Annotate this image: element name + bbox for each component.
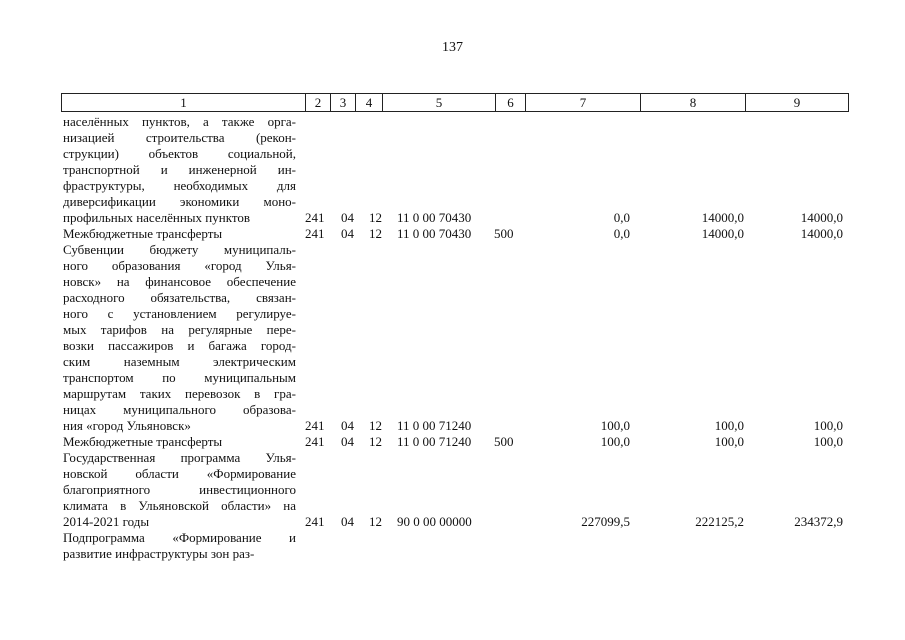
description-line: возки пассажиров и багажа город- bbox=[63, 338, 296, 353]
cell-c5: 11 0 00 70430 bbox=[397, 226, 472, 241]
cell-c5: 11 0 00 71240 bbox=[397, 418, 472, 433]
cell-c9: 14000,0 bbox=[800, 210, 843, 225]
cell-c8: 222125,2 bbox=[695, 514, 744, 529]
cell-c4: 12 bbox=[369, 210, 382, 225]
cell-c4: 12 bbox=[369, 434, 382, 449]
cell-c2: 241 bbox=[305, 418, 325, 433]
description-line: благоприятного инвестиционного bbox=[63, 482, 296, 497]
header-col-3: 3 bbox=[330, 94, 355, 111]
table-row bbox=[0, 210, 905, 226]
description-line: Подпрограмма «Формирование и bbox=[63, 530, 296, 545]
description-line: развитие инфраструктуры зон раз- bbox=[63, 546, 255, 561]
description-line: маршрутам таких перевозок в гра- bbox=[63, 386, 296, 401]
cell-c9: 100,0 bbox=[813, 418, 843, 433]
cell-c8: 100,0 bbox=[714, 434, 744, 449]
table-row bbox=[0, 546, 905, 562]
header-col-4: 4 bbox=[355, 94, 382, 111]
cell-c9: 14000,0 bbox=[800, 226, 843, 241]
page-number: 137 bbox=[442, 40, 463, 55]
header-col-8: 8 bbox=[640, 94, 745, 111]
row-description bbox=[63, 242, 296, 434]
description-line: низацией строительства (рекон- bbox=[63, 130, 296, 145]
cell-c3: 04 bbox=[341, 434, 354, 449]
description-line: населённых пунктов, а также орга- bbox=[63, 114, 296, 129]
cell-c2: 241 bbox=[305, 514, 325, 529]
table-row bbox=[0, 226, 905, 242]
cell-c9: 100,0 bbox=[813, 434, 843, 449]
cell-c3: 04 bbox=[341, 210, 354, 225]
cell-c8: 100,0 bbox=[714, 418, 744, 433]
description-line: ния «город Ульяновск» bbox=[63, 418, 191, 433]
header-col-2: 2 bbox=[305, 94, 330, 111]
description-line: диверсификации экономики моно- bbox=[63, 194, 296, 209]
cell-c3: 04 bbox=[341, 226, 354, 241]
description-line: фраструктуры, необходимых для bbox=[63, 178, 296, 193]
cell-c8: 14000,0 bbox=[701, 226, 744, 241]
header-col-5: 5 bbox=[382, 94, 495, 111]
header-col-1: 1 bbox=[180, 95, 187, 110]
cell-c5: 90 0 00 00000 bbox=[397, 514, 472, 529]
description-line: струкции) объектов социальной, bbox=[63, 146, 296, 161]
description-line: мых тарифов на регулярные пере- bbox=[63, 322, 296, 337]
cell-c2: 241 bbox=[305, 210, 325, 225]
cell-c7: 100,0 bbox=[600, 418, 630, 433]
description-line: ницах муниципального образова- bbox=[63, 402, 296, 417]
description-line: климата в Ульяновской области» на bbox=[63, 498, 296, 513]
cell-c6: 500 bbox=[494, 434, 514, 449]
description-line: Субвенции бюджету муниципаль- bbox=[63, 242, 296, 257]
cell-c4: 12 bbox=[369, 226, 382, 241]
table-row bbox=[0, 514, 905, 530]
cell-c8: 14000,0 bbox=[701, 210, 744, 225]
table-row bbox=[0, 418, 905, 434]
description-line: транспортной и инженерной ин- bbox=[63, 162, 296, 177]
description-line: новской области «Формирование bbox=[63, 466, 296, 481]
description-line: расходного обязательства, связан- bbox=[63, 290, 296, 305]
cell-c7: 100,0 bbox=[600, 434, 630, 449]
description-line: новск» на финансовое обеспечение bbox=[63, 274, 296, 289]
cell-c6: 500 bbox=[494, 226, 514, 241]
description-line: ного с установлением регулируе- bbox=[63, 306, 296, 321]
cell-c2: 241 bbox=[305, 434, 325, 449]
header-col-7: 7 bbox=[525, 94, 640, 111]
cell-c4: 12 bbox=[369, 418, 382, 433]
cell-c4: 12 bbox=[369, 514, 382, 529]
cell-c2: 241 bbox=[305, 226, 325, 241]
description-line: транспортом по муниципальным bbox=[63, 370, 296, 385]
header-col-9: 9 bbox=[745, 94, 848, 111]
header-col-6: 6 bbox=[495, 94, 525, 111]
description-line: профильных населённых пунктов bbox=[63, 210, 250, 225]
description-line: 2014-2021 годы bbox=[63, 514, 150, 529]
cell-c7: 227099,5 bbox=[581, 514, 630, 529]
description-line: ного образования «город Улья- bbox=[63, 258, 296, 273]
table-row bbox=[0, 434, 905, 450]
cell-c7: 0,0 bbox=[613, 210, 630, 225]
table-header-row bbox=[61, 93, 849, 112]
cell-c5: 11 0 00 71240 bbox=[397, 434, 472, 449]
cell-c7: 0,0 bbox=[613, 226, 630, 241]
description-line: Государственная программа Улья- bbox=[63, 450, 296, 465]
cell-c3: 04 bbox=[341, 418, 354, 433]
description-line: Межбюджетные трансферты bbox=[63, 434, 223, 449]
cell-c5: 11 0 00 70430 bbox=[397, 210, 472, 225]
cell-c3: 04 bbox=[341, 514, 354, 529]
cell-c9: 234372,9 bbox=[794, 514, 843, 529]
description-line: ским наземным электрическим bbox=[63, 354, 296, 369]
description-line: Межбюджетные трансферты bbox=[63, 226, 223, 241]
